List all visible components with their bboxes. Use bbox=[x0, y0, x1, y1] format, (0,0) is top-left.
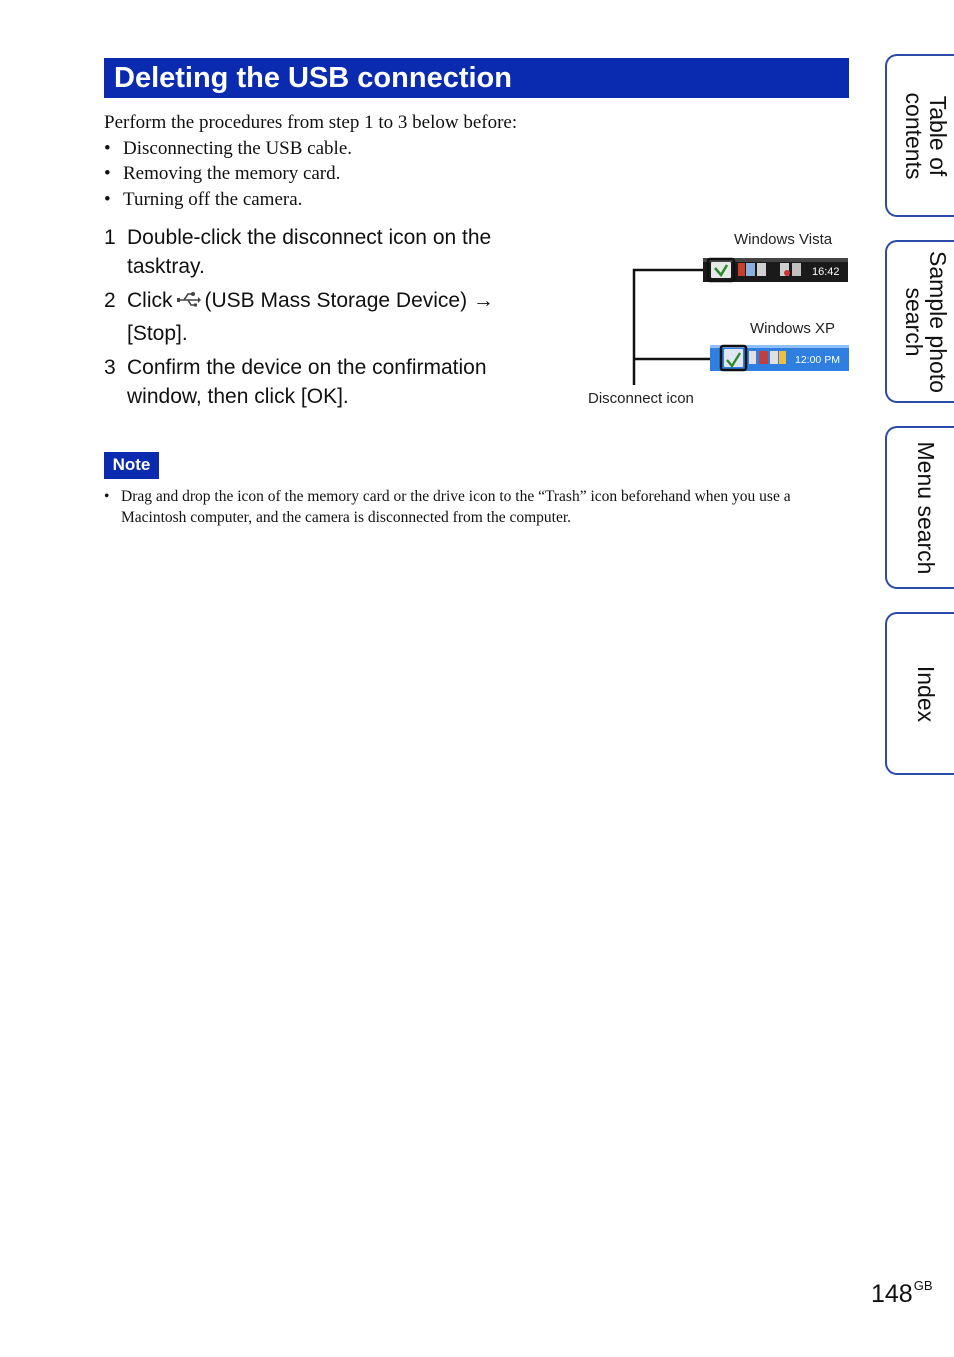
step-2 bbox=[104, 286, 544, 348]
tab-sample-photo-search[interactable] bbox=[885, 240, 954, 403]
tab-index[interactable] bbox=[885, 612, 954, 775]
disconnect-icon-callout: Disconnect icon bbox=[588, 390, 694, 407]
intro-lead: Perform the procedures from step 1 to 3 below before: bbox=[104, 112, 518, 133]
vista-clock: 16:42 bbox=[812, 266, 840, 278]
xp-clock: 12:00 PM bbox=[795, 354, 840, 366]
tab-menu-search[interactable] bbox=[885, 426, 954, 589]
xp-tasktray bbox=[710, 345, 849, 371]
step-number: 3 bbox=[104, 356, 116, 379]
note-section bbox=[104, 486, 849, 528]
vista-tasktray bbox=[703, 258, 848, 282]
tab-label: Index bbox=[913, 665, 939, 722]
step-1 bbox=[104, 223, 544, 281]
intro-bullet: • Removing the memory card. bbox=[104, 161, 824, 187]
tasktray-figure bbox=[580, 225, 855, 415]
page-number bbox=[871, 1278, 933, 1309]
page-number-suffix: GB bbox=[913, 1278, 933, 1293]
page-title: Deleting the USB connection bbox=[104, 58, 849, 98]
intro-section bbox=[104, 110, 824, 212]
page-number-value: 148 bbox=[871, 1280, 913, 1308]
step-text: Confirm the device on the confirmation window, then click [OK]. bbox=[127, 356, 487, 408]
step-number: 1 bbox=[104, 226, 116, 249]
tab-table-of-contents[interactable] bbox=[885, 54, 954, 217]
tab-label: Sample photo search bbox=[901, 250, 951, 393]
step-number: 2 bbox=[104, 289, 116, 312]
xp-label: Windows XP bbox=[750, 320, 836, 337]
step-text: Double-click the disconnect icon on the tasktray. bbox=[127, 226, 492, 278]
intro-bullet: • Disconnecting the USB cable. bbox=[104, 136, 824, 162]
step-text-after: (USB Mass Storage Device) → [Stop]. bbox=[127, 289, 494, 345]
tasktray-illustration bbox=[580, 225, 855, 395]
tab-label: Table of contents bbox=[901, 92, 951, 179]
usb-icon bbox=[177, 289, 201, 319]
vista-label: Windows Vista bbox=[734, 231, 833, 248]
step-text-before: Click bbox=[127, 289, 173, 312]
note-badge: Note bbox=[104, 452, 159, 479]
intro-bullet: • Turning off the camera. bbox=[104, 187, 824, 213]
tab-label: Menu search bbox=[913, 441, 939, 574]
note-bullet: • Drag and drop the icon of the memory card or the drive icon to the “Trash” icon beforehand when you use a Macintosh computer, and the camera is disconnected from the computer. bbox=[104, 486, 849, 528]
step-3 bbox=[104, 353, 544, 411]
steps-list bbox=[104, 223, 544, 416]
intro-bullet-list bbox=[104, 136, 824, 213]
